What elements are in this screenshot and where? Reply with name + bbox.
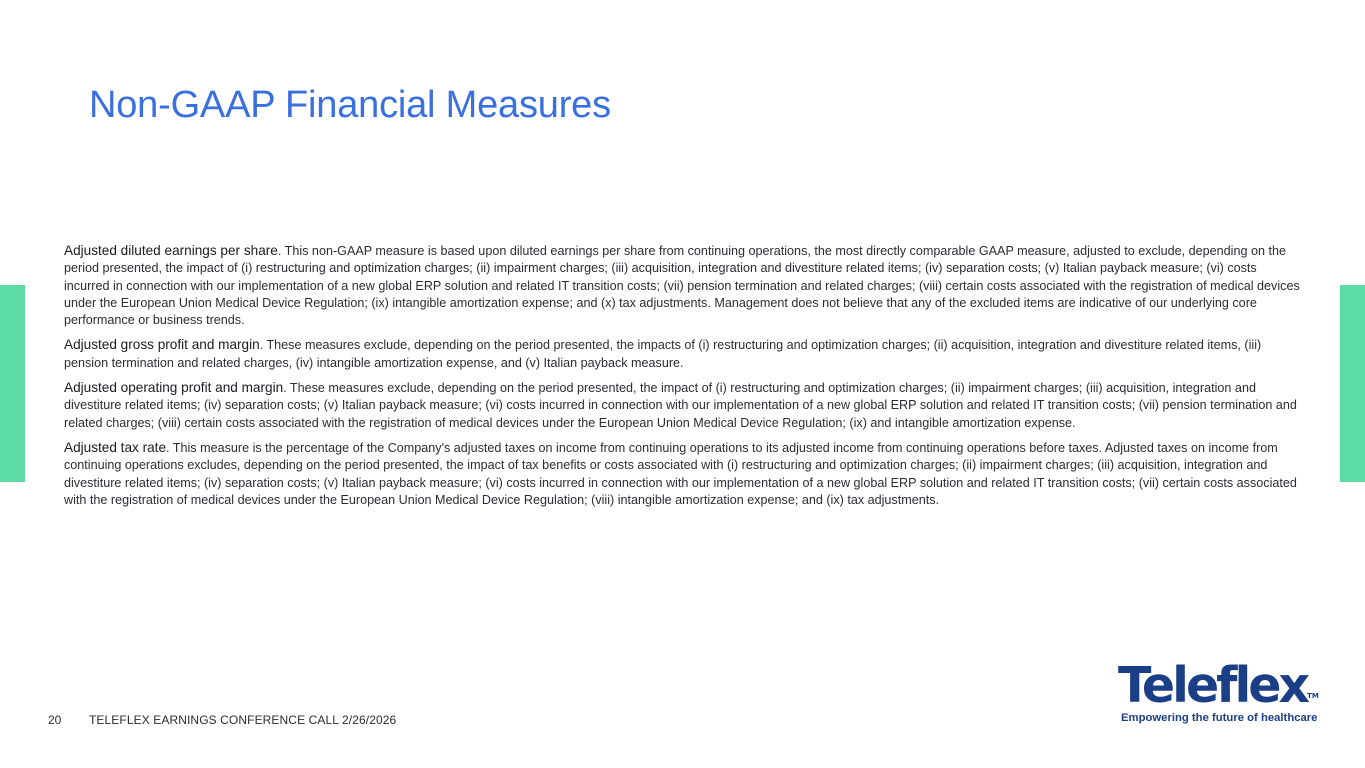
definition-term: Adjusted diluted earnings per share [64,243,278,258]
teleflex-logo [1118,657,1333,724]
definition-paragraph [64,242,1304,329]
page-title: Non-GAAP Financial Measures [89,84,611,126]
definition-text: . This measure is the percentage of the Company's adjusted taxes on income from continuing operations to its adjusted income from continuing operations before taxes. Adjusted taxes on income from continuing operations excludes, depending on the period presented, the impact of tax benefits or costs associated with (i) restructuring and optimization charges; (ii) impairment charges; (iii) acquisition, integration and divestiture related items; (iv) separation costs; (v) Italian payback measure; (vi) costs incurred in connection with our implementation of a new global ERP solution and related IT transition costs; (vii) certain costs associated with the registration of medical devices under the European Union Medical Device Regulation; (viii) intangible amortization expense; and (ix) tax adjustments. [64,440,1297,507]
definition-paragraph [64,439,1304,509]
definition-text: . These measures exclude, depending on the period presented, the impacts of (i) restructuring and optimization charges; (ii) acquisition, integration and divestiture related items, (iii) pension termination and related charges, (iv) intangible amortization expense, and (v) Italian payback measure. [64,338,1262,370]
logo-tagline: Empowering the future of healthcare [1121,712,1318,724]
definition-paragraph [64,379,1304,432]
definition-term: Adjusted tax rate [64,439,167,455]
logo-wordmark-text: Teleflex [1118,657,1308,714]
definitions-body [64,242,1304,516]
definition-text: . These measures exclude, depending on the period presented, the impact of (i) restructuring and optimization charges; (ii) impairment charges; (iii) acquisition, integration and divestiture related items; (iv) separation costs; (v) Italian payback measure; (vi) costs incurred in connection with our implementation of a new global ERP solution and related IT transition costs; (vii) pension termination and related charges; (viii) certain costs associated with the registration of medical devices under the European Union Medical Device Regulation; (ix) and intangible amortization expense. [64,381,1297,430]
definition-text: . This non-GAAP measure is based upon diluted earnings per share from continuing operations, the most directly comparable GAAP measure, adjusted to exclude, depending on the period presented, the impact of (i) restructuring and optimization charges; (ii) impairment charges; (iii) acquisition, integration and divestiture related items; (iv) separation costs; (v) Italian payback measure; (vi) costs incurred in connection with our implementation of a new global ERP solution and related IT transition costs; (vii) pension termination and related charges; (viii) certain costs associated with the registration of medical devices under the European Union Medical Device Regulation; (ix) intangible amortization expense; and (x) tax adjustments. Management does not believe that any of the excluded items are indicative of our underlying core performance or business trends. [64,244,1300,328]
right-accent-bar [1340,285,1365,482]
footer-caption: TELEFLEX EARNINGS CONFERENCE CALL 2/26/2026 [89,713,397,727]
left-accent-bar [0,285,25,482]
logo-trademark: TM [1307,692,1319,700]
page-number: 20 [48,713,62,727]
definition-term: Adjusted operating profit and margin [64,380,284,396]
definition-paragraph [64,336,1304,372]
definition-term: Adjusted gross profit and margin [64,337,260,353]
logo-wordmark [1118,657,1333,714]
